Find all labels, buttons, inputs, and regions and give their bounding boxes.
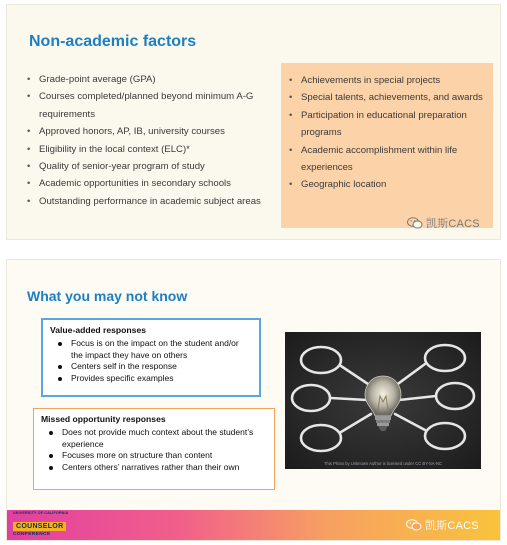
list-item: • Grade-point average (GPA) [21, 71, 283, 88]
lightbulb-chalkboard-image [285, 332, 481, 469]
list-item: Provides specific examples [50, 373, 252, 385]
slide-title: Non-academic factors [29, 33, 197, 50]
list-item: • Courses completed/planned beyond minimum A-G requirements [21, 88, 283, 123]
logo-conference: CONFERENCE [13, 531, 51, 537]
box-heading: Value-added responses [50, 325, 146, 335]
logo-counselor: COUNSELOR [13, 522, 66, 531]
list-item: Centers others’ narratives rather than their own [41, 462, 267, 474]
non-academic-factors-box [281, 63, 493, 228]
value-added-box [41, 318, 261, 397]
logo-university: UNIVERSITY OF CALIFORNIA [13, 511, 69, 515]
photo-caption: This Photo by Unknown Author is licensed under CC BY-SA-NC [323, 461, 443, 466]
list-item: • Quality of senior-year program of study [21, 158, 283, 175]
list-item: • Outstanding performance in academic subject areas [21, 193, 283, 210]
footer-gradient-bar [7, 510, 500, 541]
academic-factors-list [21, 71, 283, 210]
missed-opportunity-box [33, 408, 275, 490]
box-heading: Missed opportunity responses [41, 414, 166, 424]
list-item: • Approved honors, AP, IB, university courses [21, 123, 283, 140]
watermark [406, 517, 479, 533]
list-item: • Special talents, achievements, and awards [281, 89, 493, 106]
slide-what-you-may-not-know [6, 259, 501, 541]
list-item: Focus is on the impact on the student and/or the impact they have on others [50, 338, 252, 361]
slide-title: What you may not know [27, 288, 188, 304]
list-item: Does not provide much context about the student’s experience [41, 427, 267, 450]
list-item: • Academic opportunities in secondary schools [21, 175, 283, 192]
non-academic-factors-list [281, 63, 493, 194]
list-item: • Achievements in special projects [281, 72, 493, 89]
watermark-text: 凯斯CACS [426, 218, 480, 230]
list-item: • Academic accomplishment within life experiences [281, 142, 493, 177]
value-added-list [50, 338, 252, 384]
wechat-icon [406, 519, 422, 531]
list-item: • Geographic location [281, 176, 493, 193]
list-item: • Eligibility in the local context (ELC)* [21, 141, 283, 158]
watermark-text: 凯斯CACS [425, 520, 479, 532]
slide-non-academic-factors [6, 4, 501, 240]
list-item: Centers self in the response [50, 361, 252, 373]
wechat-icon [407, 217, 423, 229]
missed-opportunity-list [41, 427, 267, 473]
list-item: • Participation in educational preparation programs [281, 107, 493, 142]
list-item: Focuses more on structure than content [41, 450, 267, 462]
watermark [407, 215, 480, 231]
lightbulb-illustration [285, 332, 481, 469]
uc-counselor-conference-logo [13, 512, 71, 539]
